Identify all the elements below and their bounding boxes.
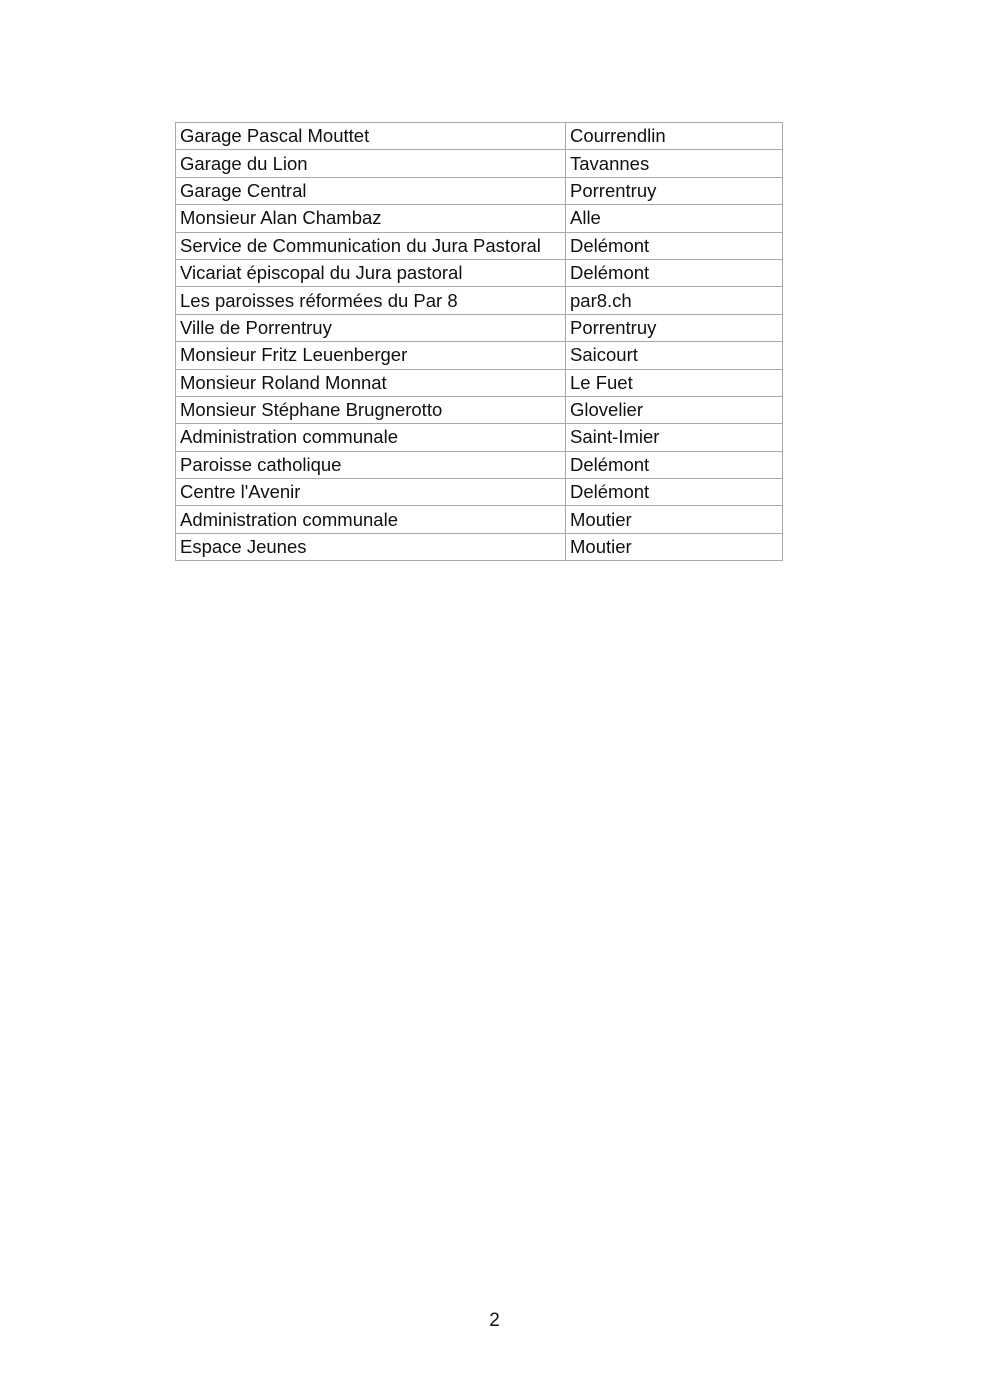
table-row [176,506,783,533]
organization-name-cell: Administration communale [176,424,566,451]
organization-name-cell: Administration communale [176,506,566,533]
organization-name-cell: Garage du Lion [176,150,566,177]
organization-name-cell: Garage Central [176,177,566,204]
table-row [176,232,783,259]
table-row [176,150,783,177]
city-cell: Saint-Imier [566,424,783,451]
city-cell: Alle [566,205,783,232]
contacts-table [175,122,783,561]
organization-name-cell: Monsieur Alan Chambaz [176,205,566,232]
city-cell: Le Fuet [566,369,783,396]
organization-name-cell: Vicariat épiscopal du Jura pastoral [176,259,566,286]
organization-name-cell: Paroisse catholique [176,451,566,478]
table-row [176,479,783,506]
organization-name-cell: Monsieur Stéphane Brugnerotto [176,396,566,423]
table-row [176,369,783,396]
table-row [176,533,783,560]
page-number: 2 [489,1310,500,1331]
city-cell: Porrentruy [566,314,783,341]
city-cell: par8.ch [566,287,783,314]
organization-name-cell: Ville de Porrentruy [176,314,566,341]
organization-name-cell: Garage Pascal Mouttet [176,123,566,150]
city-cell: Delémont [566,479,783,506]
table-row [176,396,783,423]
contacts-table-body [176,123,783,561]
city-cell: Courrendlin [566,123,783,150]
table-row [176,259,783,286]
city-cell: Delémont [566,451,783,478]
table-row [176,287,783,314]
organization-name-cell: Les paroisses réformées du Par 8 [176,287,566,314]
organization-name-cell: Monsieur Roland Monnat [176,369,566,396]
table-row [176,177,783,204]
table-row [176,342,783,369]
table-row [176,205,783,232]
organization-name-cell: Monsieur Fritz Leuenberger [176,342,566,369]
organization-name-cell: Centre l'Avenir [176,479,566,506]
city-cell: Delémont [566,259,783,286]
city-cell: Glovelier [566,396,783,423]
organization-name-cell: Service de Communication du Jura Pastoral [176,232,566,259]
table-row [176,451,783,478]
city-cell: Saicourt [566,342,783,369]
table-row [176,314,783,341]
table-row [176,123,783,150]
city-cell: Porrentruy [566,177,783,204]
table-row [176,424,783,451]
city-cell: Delémont [566,232,783,259]
city-cell: Moutier [566,533,783,560]
city-cell: Tavannes [566,150,783,177]
organization-name-cell: Espace Jeunes [176,533,566,560]
city-cell: Moutier [566,506,783,533]
